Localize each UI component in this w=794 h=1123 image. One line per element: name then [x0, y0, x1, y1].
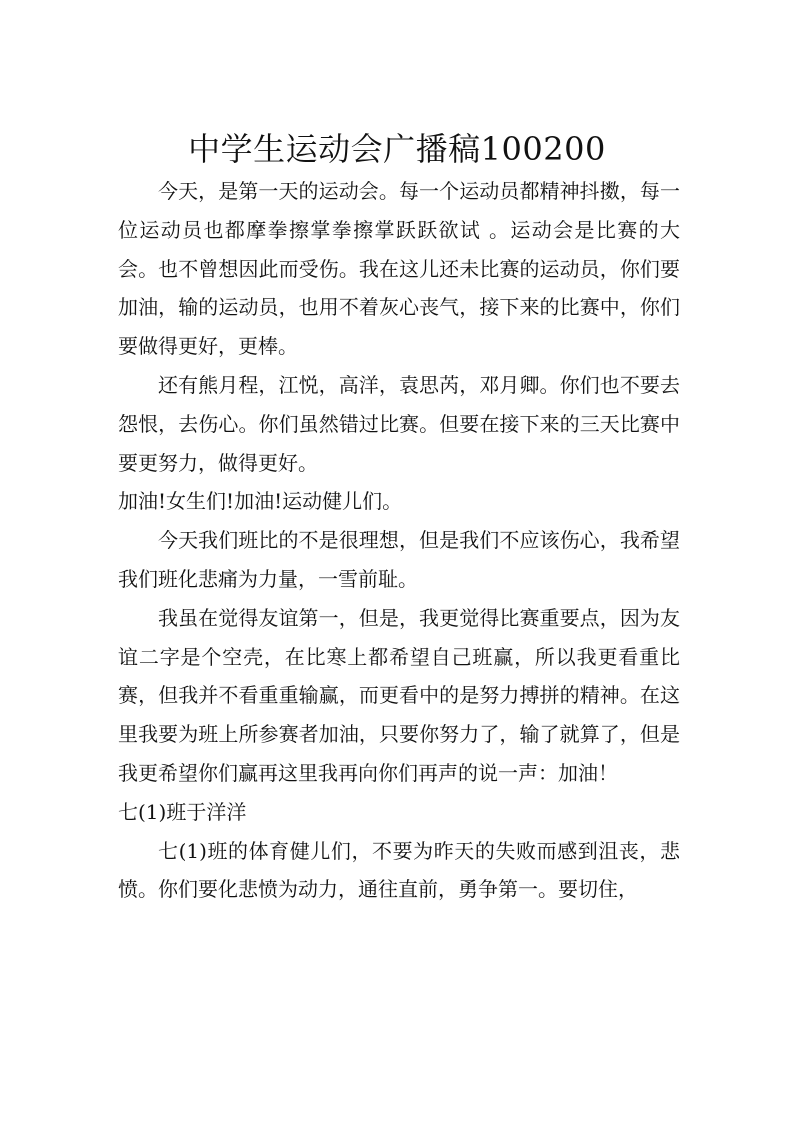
paragraph: 还有熊月程，江悦，高洋，袁思芮，邓月卿。你们也不要去怨恨，去伤心。你们虽然错过比赛。但要在接下来的三天比赛中要更努力，做得更好。 — [118, 372, 680, 475]
paragraph: 我虽在觉得友谊第一，但是，我更觉得比赛重要点，因为友谊二字是个空壳，在比寒上都希望自己班赢，所以我更看重比赛，但我并不看重重输赢，而更看中的是努力搏拼的精神。在这里我要为班上所参赛者加油，只要你努力了，输了就算了，但是我更希望你们赢再这里我再向你们再声的说一声：加油！ — [118, 605, 680, 785]
document-body — [118, 172, 680, 909]
paragraph: 今天我们班比的不是很理想，但是我们不应该伤心，我希望我们班化悲痛为力量，一雪前耻。 — [118, 528, 680, 591]
paragraph: 加油!女生们!加油!运动健儿们。 — [118, 489, 403, 514]
paragraph: 七(1)班的体育健儿们，不要为昨天的失败而感到沮丧，悲愤。你们要化悲愤为动力，通往直前，勇争第一。要切住， — [118, 838, 680, 902]
paragraph: 今天，是第一天的运动会。每一个运动员都精神抖擞，每一位运动员也都摩拳擦掌拳擦掌跃跃欲试 。运动会是比赛的大会。也不曾想因此而受伤。我在这儿还未比赛的运动员，你们要加油，输的运动员，也用不着灰心丧气，接下来的比赛中，你们要做得更好，更棒。 — [118, 179, 680, 359]
signature-line: 七(1)班于洋洋 — [118, 799, 247, 824]
page-title: 中学生运动会广播稿100200 — [188, 130, 606, 169]
